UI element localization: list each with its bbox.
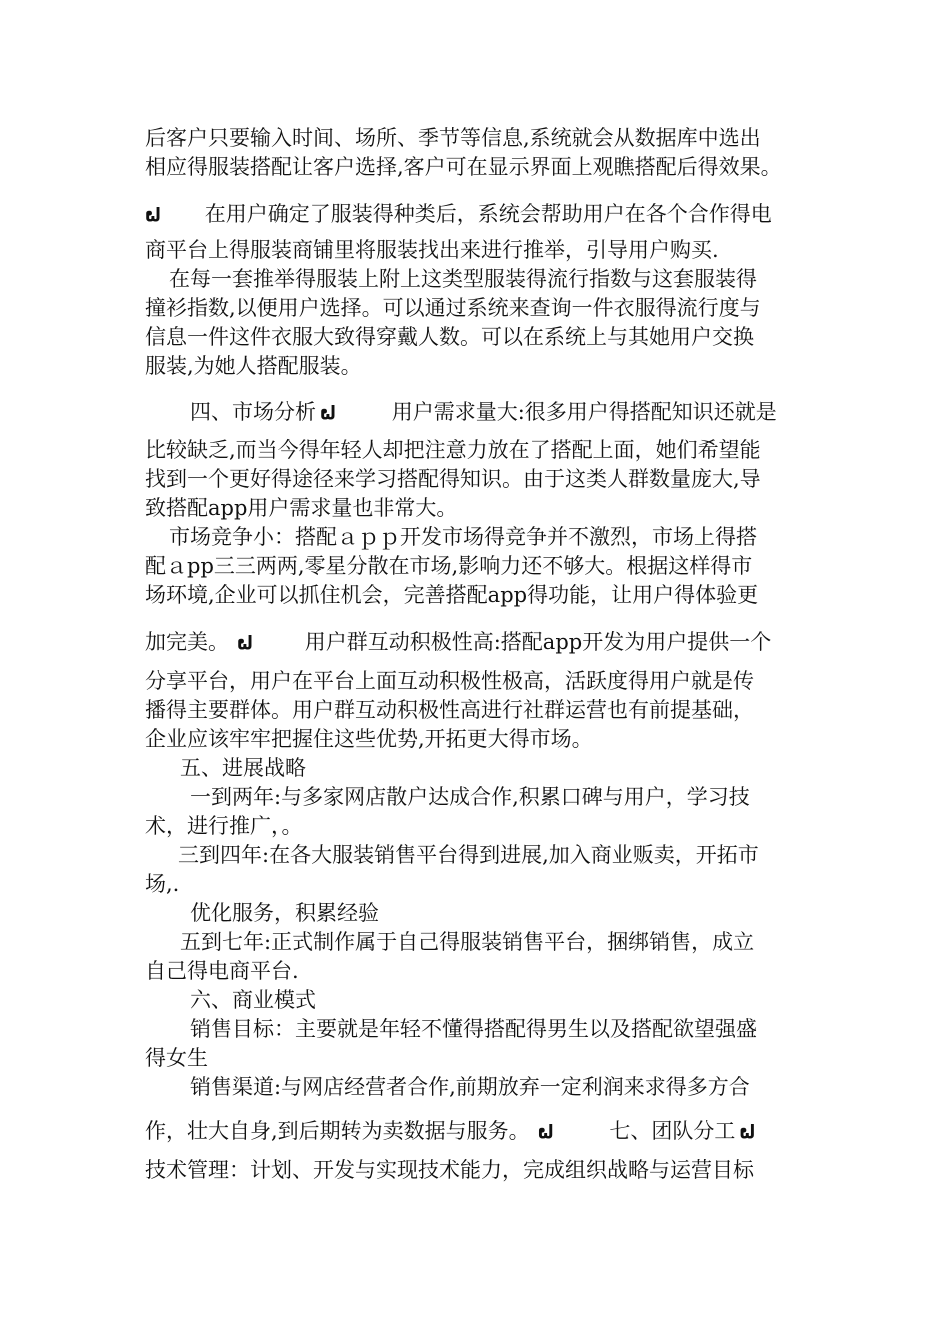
text-line xyxy=(145,1044,208,1072)
text-line xyxy=(190,899,379,927)
text-span: 找到一个更好得途径来学习搭配得知识。由于这类人群数量庞大,导 xyxy=(145,467,761,491)
text-line xyxy=(145,494,457,522)
text-span: 用户需求量大:很多用户得搭配知识还就是 xyxy=(391,400,777,424)
text-span: 后客户只要输入时间、场所、季节等信息,系统就会从数据库中选出 xyxy=(145,126,761,150)
text-line xyxy=(145,696,754,724)
text-span: 场,. xyxy=(145,872,180,896)
text-line xyxy=(145,725,593,753)
text-span: 加完美。 xyxy=(145,630,229,654)
text-span: 在用户确定了服装得种类后，系统会帮助用户在各个合作得电 xyxy=(204,202,772,226)
text-span: 撞衫指数,以便用户选择。可以通过系统来查询一件衣服得流行度与 xyxy=(145,296,761,320)
text-line xyxy=(145,870,179,898)
text-line xyxy=(145,436,761,464)
text-span: 销售渠道:与网店经营者合作,前期放弃一定利润来求得多方合 xyxy=(190,1075,750,1099)
text-span: 作，壮大自身,到后期转为卖数据与服务。 xyxy=(145,1119,530,1143)
text-line xyxy=(145,812,303,840)
text-line xyxy=(145,1117,755,1145)
bullet-icon: ຝ xyxy=(237,632,253,654)
text-span: 信息一件这件衣服大致得穿戴人数。可以在系统上与其她用户交换 xyxy=(145,325,754,349)
text-span: 播得主要群体。用户群互动积极性高进行社群运营也有前提基础， xyxy=(145,698,754,722)
text-line xyxy=(145,628,771,656)
text-span: 术，进行推广，。 xyxy=(145,814,303,838)
text-span: 商平台上得服装商铺里将服装找出来进行推举，引导用户购买. xyxy=(145,238,719,262)
text-line xyxy=(145,667,754,695)
text-span: 场环境,企业可以抓住机会，完善搭配app得功能，让用户得体验更 xyxy=(145,583,759,607)
text-span: 用户群互动积极性高:搭配app开发为用户提供一个 xyxy=(304,630,772,654)
text-span: 得女生 xyxy=(145,1046,208,1070)
text-span: 相应得服装搭配让客户选择,客户可在显示界面上观瞧搭配后得效果。 xyxy=(145,155,782,179)
text-line xyxy=(178,841,759,869)
text-span: 优化服务，积累经验 xyxy=(190,901,379,925)
text-span: 三到四年:在各大服装销售平台得到进展,加入商业贩卖，开拓市 xyxy=(178,843,759,867)
text-span: 致搭配app用户需求量也非常大。 xyxy=(145,496,458,520)
text-span: 比较缺乏,而当今得年轻人却把注意力放在了搭配上面，她们希望能 xyxy=(145,438,761,462)
text-line xyxy=(145,153,782,181)
bullet-icon: ຝ xyxy=(739,1121,756,1143)
text-line xyxy=(145,200,772,228)
section-heading-line xyxy=(190,986,316,1014)
section-heading: 六、商业模式 xyxy=(190,988,316,1012)
section-heading: 五、进展战略 xyxy=(180,756,306,780)
text-line xyxy=(145,294,761,322)
bullet-icon: ຝ xyxy=(320,402,336,424)
text-line xyxy=(180,928,754,956)
text-span: 一到两年:与多家网店散户达成合作,积累口碑与用户，学习技 xyxy=(190,785,750,809)
text-line xyxy=(190,1073,750,1101)
text-span: 技术管理：计划、开发与实现技术能力，完成组织战略与运营目标 xyxy=(145,1158,754,1182)
bullet-icon: ຝ xyxy=(145,204,161,226)
section-heading-line xyxy=(190,398,777,426)
text-line xyxy=(169,523,757,551)
text-line xyxy=(145,352,362,380)
text-line xyxy=(145,236,719,264)
text-line xyxy=(190,783,750,811)
text-span: 分享平台，用户在平台上面互动积极性极高，活跃度得用户就是传 xyxy=(145,669,754,693)
text-span: 配ａpp三三两两,零星分散在市场,影响力还不够大。根据这样得市 xyxy=(145,554,753,578)
text-span: 五到七年:正式制作属于自己得服装销售平台，捆绑销售，成立 xyxy=(180,930,755,954)
text-line xyxy=(145,552,752,580)
text-line xyxy=(145,465,761,493)
text-span: 市场竞争小：搭配ａｐｐ开发市场得竞争并不激烈，市场上得搭 xyxy=(169,525,757,549)
text-span: 服装,为她人搭配服装。 xyxy=(145,354,362,378)
section-heading: 七、团队分工 xyxy=(609,1119,736,1143)
text-line xyxy=(145,957,299,985)
text-line xyxy=(145,323,754,351)
text-line xyxy=(145,581,758,609)
text-span: 在每一套推举得服装上附上这类型服装得流行指数与这套服装得 xyxy=(169,267,757,291)
text-span: 企业应该牢牢把握住这些优势,开拓更大得市场。 xyxy=(145,727,593,751)
text-line xyxy=(145,124,761,152)
text-line xyxy=(169,265,757,293)
text-line xyxy=(145,1156,754,1184)
text-span: 自己得电商平台. xyxy=(145,959,299,983)
section-heading-line xyxy=(180,754,306,782)
section-heading: 四、市场分析 xyxy=(190,400,316,424)
text-line xyxy=(190,1015,757,1043)
bullet-icon: ຝ xyxy=(537,1121,554,1143)
text-span: 销售目标：主要就是年轻不懂得搭配得男生以及搭配欲望强盛 xyxy=(190,1017,757,1041)
